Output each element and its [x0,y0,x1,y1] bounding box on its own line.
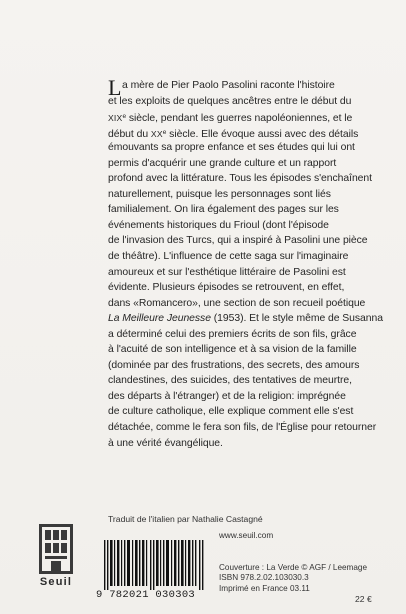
blurb-line: profond avec la littérature. Tous les épisodes s'enchaînent [108,173,372,185]
blurb-line: clandestines, des suicides, des tentatives de meurtre, [108,375,352,387]
barcode-number: 9 782021 030303 [96,589,196,601]
blurb-line: et les exploits de quelques ancêtres entre le début du [108,95,352,107]
publication-info [219,563,379,594]
blurb-line: permis d'acquérir une grande culture et un rapport [108,157,337,169]
blurb-line: des départs à l'étranger) et de la religion: imprégnée [108,390,346,402]
blurb-text [108,75,383,451]
blurb-line: XIXe siècle, pendant les guerres napoléoniennes, et le [108,113,353,125]
blurb-line: à une vérité évangélique. [108,437,223,449]
book-title: La Meilleure Jeunesse [108,313,211,325]
price: 22 € [355,594,372,604]
publisher-url: www.seuil.com [219,531,274,540]
isbn: ISBN 978.2.02.103030.3 [219,573,309,583]
blurb-line: détachée, comme le fera son fils, de l'Église pour retourner [108,422,377,434]
blurb-line: (dominée par des frustrations, des secrets, des amours [108,359,360,371]
barcode-icon [96,540,210,590]
blurb-line: familialement. On lira également des pages sur les [108,204,339,216]
blurb-line: de l'invasion des Turcs, qui a inspiré à Pasolini une pièce [108,235,368,247]
blurb-line: de théâtre). L'influence de cette saga sur l'imaginaire [108,251,349,263]
dropcap-letter: L [108,75,122,100]
publisher-name: Seuil [39,576,73,588]
blurb-line: événements historiques du Frioul (dont l'épisode [108,219,329,231]
blurb-line: début du XXe siècle. Elle évoque aussi avec des détails [108,128,359,140]
blurb-line: émouvants sa propre enfance et ses études qui lui ont [108,142,355,154]
printing-info: Imprimé en France 03.11 [219,583,310,593]
blurb-line: amoureux et sur l'esthétique littéraire de Pasolini est [108,266,346,278]
blurb-line: de culture catholique, elle explique comment elle s'est [108,406,354,418]
cover-credit: Couverture : La Verde © AGF / Leemage [219,563,368,572]
translator-credit: Traduit de l'italien par Nathalie Castagné [108,514,263,524]
blurb-line-1: L a mère de Pier Paolo Pasolini raconte l'histoire [108,75,335,100]
blurb-line: dans «Romancero», une section de son recueil poétique [108,297,366,309]
blurb-line: évidente. Plusieurs épisodes se retrouvent, en effet, [108,282,345,294]
blurb-line: La Meilleure Jeunesse (1953). Et le style même de Susanna [108,313,383,325]
blurb-line: a déterminé celui des premiers écrits de son fils, grâce [108,328,357,340]
blurb-line: à l'acuité de son intelligence et à sa vision de la famille [108,344,357,356]
blurb-line: naturellement, puisque les personnages sont liés [108,188,331,200]
